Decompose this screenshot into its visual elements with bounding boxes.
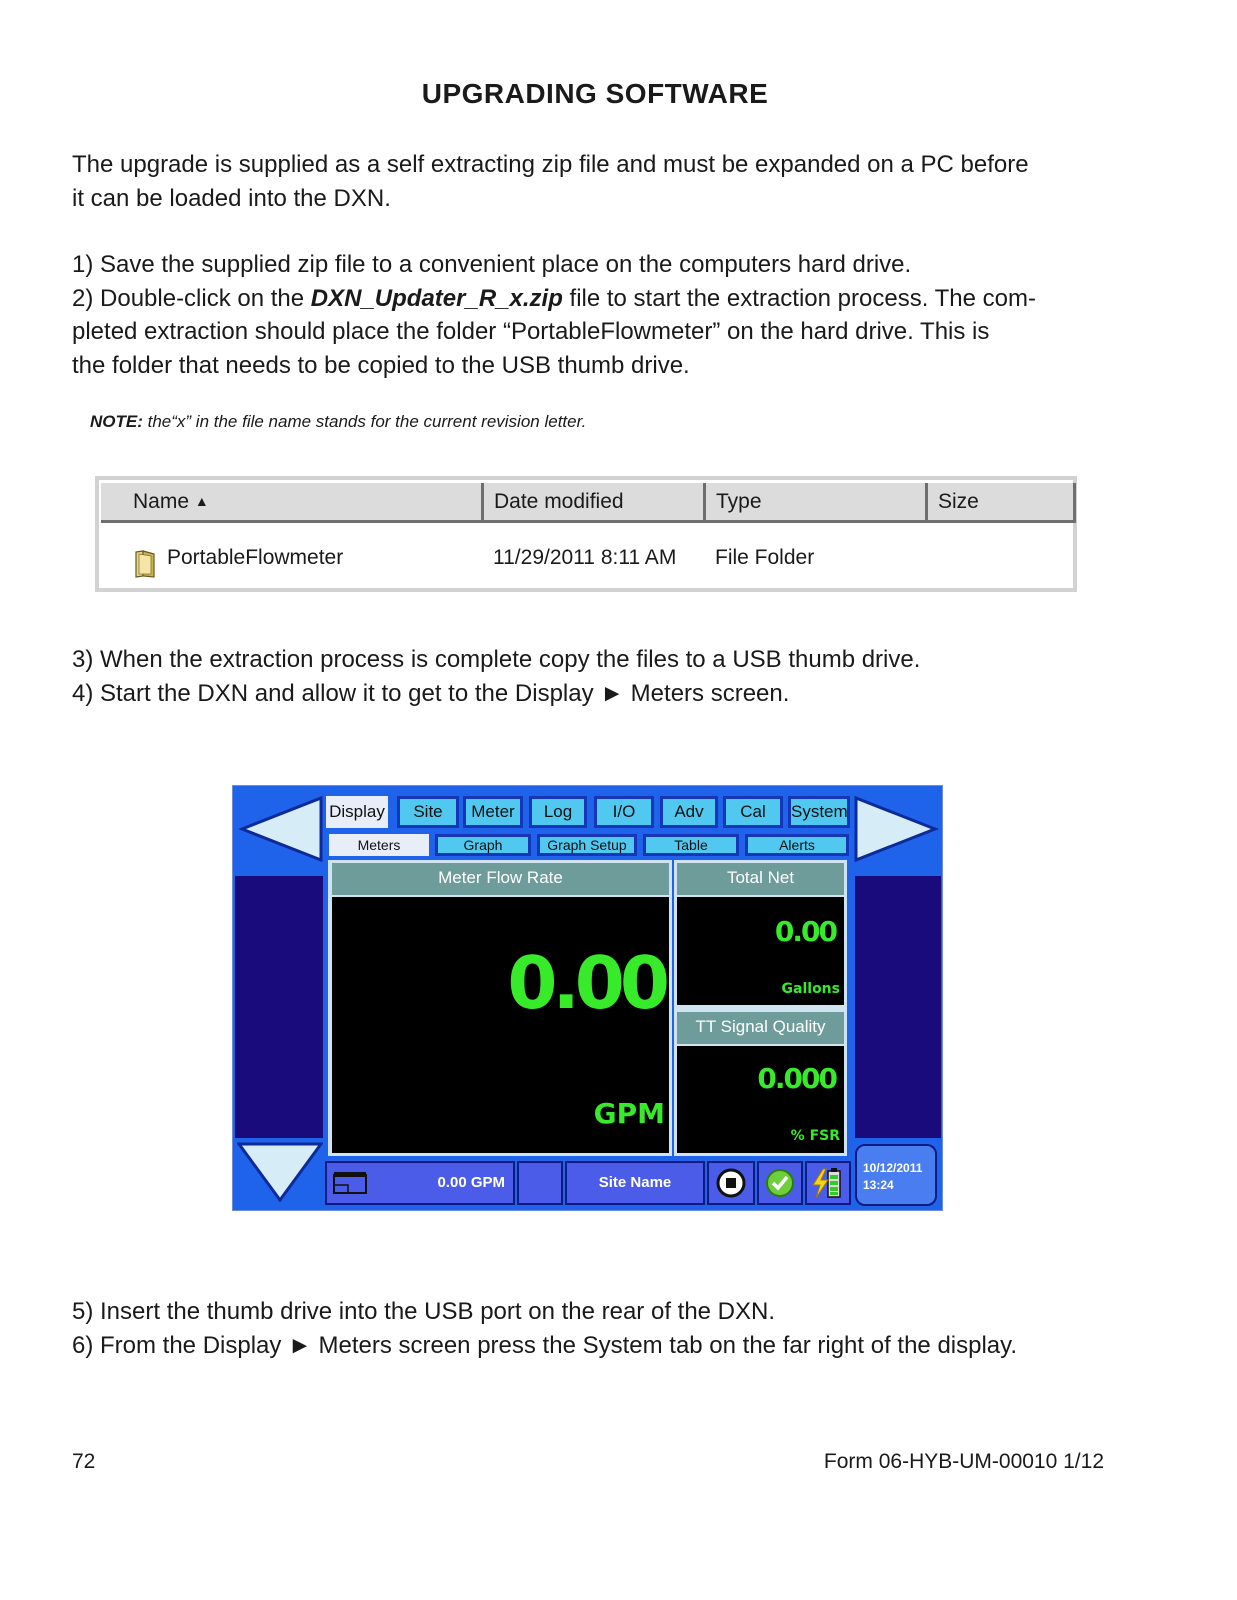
down-arrow-icon[interactable] (237, 1142, 323, 1204)
subtab-graph-setup[interactable]: Graph Setup (537, 834, 637, 856)
status-site-name[interactable]: Site Name (565, 1161, 705, 1205)
column-header-name[interactable] (101, 483, 484, 523)
tab-meter[interactable]: Meter (463, 796, 523, 828)
total-net-value: 0.00 (774, 915, 836, 948)
subtab-alerts[interactable]: Alerts (745, 834, 849, 856)
column-header-date[interactable]: Date modified (484, 483, 706, 523)
status-flow-value: 0.00 GPM (437, 1174, 505, 1191)
signal-quality-display (677, 1046, 844, 1153)
right-arrow-icon[interactable] (853, 796, 939, 862)
total-net-title: Total Net (677, 863, 844, 895)
column-header-size[interactable]: Size (928, 483, 1076, 523)
note-text: the“x” in the file name stands for the current revision letter. (142, 412, 587, 431)
intro-paragraph (72, 148, 1112, 215)
file-row-name[interactable] (135, 528, 475, 588)
column-header-type[interactable]: Type (706, 483, 928, 523)
status-ok-button[interactable] (757, 1161, 803, 1205)
step-4: 4) Start the DXN and allow it to get to the Display ► Meters screen. (72, 679, 790, 707)
step-2-line-2: pleted extraction should place the folder “PortableFlowmeter” on the hard drive. This is (72, 318, 990, 345)
dxn-screen (232, 785, 943, 1211)
stop-button[interactable] (707, 1161, 755, 1205)
steps-1-2 (72, 248, 1112, 382)
note (90, 412, 586, 432)
flow-rate-unit: GPM (593, 1097, 665, 1130)
step-2-suffix: file to start the extraction process. The com- (562, 284, 1036, 312)
steps-5-6 (72, 1295, 1162, 1362)
note-label: NOTE: (90, 412, 143, 431)
tab-display[interactable]: Display (326, 796, 388, 828)
flow-rate-value: 0.00 (507, 941, 665, 1025)
checkmark-icon (765, 1168, 795, 1198)
page-number: 72 (72, 1450, 96, 1473)
subtab-table[interactable]: Table (643, 834, 739, 856)
steps-3-4 (72, 643, 1112, 710)
stop-icon (716, 1168, 746, 1198)
page-title: UPGRADING SOFTWARE (421, 78, 769, 109)
time-label: 13:24 (863, 1178, 894, 1192)
tab-site[interactable]: Site (397, 796, 459, 828)
tab-log[interactable]: Log (529, 796, 587, 828)
folder-icon (135, 542, 155, 570)
right-side-panel (855, 876, 941, 1138)
file-type: File Folder (715, 546, 815, 569)
subtab-meters[interactable]: Meters (329, 834, 429, 856)
step-1: 1) Save the supplied zip file to a convenient place on the computers hard drive. (72, 251, 912, 278)
power-status-button[interactable] (805, 1161, 851, 1205)
left-side-panel (235, 876, 323, 1138)
file-date: 11/29/2011 8:11 AM (493, 546, 677, 569)
intro-line-1: The upgrade is supplied as a self extracting zip file and must be expanded on a PC before (72, 151, 1029, 178)
flow-rate-title: Meter Flow Rate (332, 863, 669, 895)
file-size (937, 528, 1067, 588)
signal-quality-unit: % FSR (790, 1128, 840, 1144)
subtab-graph[interactable]: Graph (435, 834, 531, 856)
datetime-display (855, 1144, 937, 1206)
total-net-display (677, 897, 844, 1005)
step-5: 5) Insert the thumb drive into the USB port on the rear of the DXN. (72, 1298, 776, 1325)
column-name-label: Name (133, 490, 190, 513)
step-6: 6) From the Display ► Meters screen press the System tab on the far right of the display. (72, 1331, 1018, 1359)
tab-system[interactable]: System (788, 796, 850, 828)
file-name: PortableFlowmeter (167, 546, 344, 569)
status-flow[interactable] (325, 1161, 515, 1205)
window-icon (333, 1171, 367, 1195)
step-2-filename: DXN_Updater_R_x.zip (310, 284, 563, 312)
step-2-prefix: 2) Double-click on the (72, 284, 311, 312)
tab-io[interactable]: I/O (594, 796, 654, 828)
flow-rate-display (332, 897, 669, 1153)
left-arrow-icon[interactable] (239, 796, 325, 862)
sort-ascending-icon: ▲ (194, 493, 209, 509)
signal-quality-title: TT Signal Quality (677, 1012, 844, 1044)
tab-cal[interactable]: Cal (723, 796, 783, 828)
form-number: Form 06-HYB-UM-00010 1/12 (823, 1450, 1104, 1473)
step-2 (72, 282, 1112, 316)
signal-quality-value: 0.000 (757, 1062, 836, 1095)
date-label: 10/12/2011 (863, 1161, 923, 1175)
tab-adv[interactable]: Adv (660, 796, 718, 828)
intro-line-2: it can be loaded into the DXN. (72, 184, 391, 212)
status-blank (517, 1161, 563, 1205)
battery-charging-icon (811, 1167, 845, 1199)
total-net-unit: Gallons (781, 981, 840, 997)
step-2-line-3: the folder that needs to be copied to the USB thumb drive. (72, 351, 690, 379)
file-explorer (95, 476, 1077, 592)
step-3: 3) When the extraction process is complete copy the files to a USB thumb drive. (72, 646, 921, 673)
